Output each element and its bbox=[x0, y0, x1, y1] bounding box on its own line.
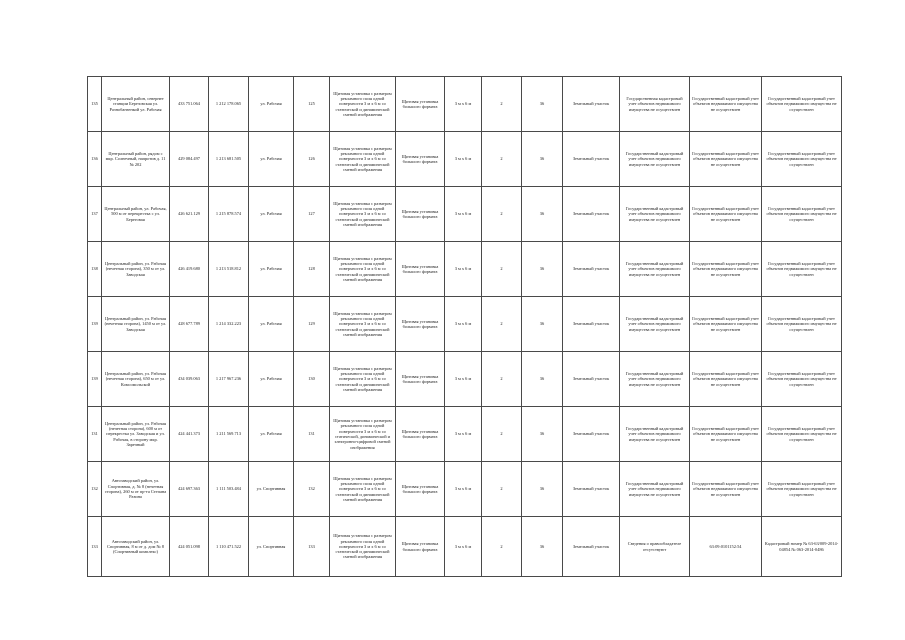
row-number: 137 bbox=[88, 187, 102, 242]
owner-cell: Государственный кадастровый учет объектов недвижимого имущества не осуществлен bbox=[620, 407, 690, 462]
area-cell: 36 bbox=[522, 242, 563, 297]
street-cell: ул. Рабочая bbox=[249, 242, 294, 297]
construction-kind-cell: Щитовая установка большого формата bbox=[396, 297, 445, 352]
land-category-cell: Земельный участок bbox=[563, 462, 620, 517]
street-cell: ул. Рабочая bbox=[249, 187, 294, 242]
row-number: 133 bbox=[88, 517, 102, 577]
encumbrance-cell: Кадастровый номер № 63-63/009-2014-04854 № 063-2014-0486 bbox=[762, 517, 842, 577]
register-body bbox=[88, 77, 842, 577]
field-size-cell: 3 м x 6 м bbox=[445, 462, 482, 517]
row-number: 135 bbox=[88, 77, 102, 132]
owner-cell: Государственный кадастровый учет объектов недвижимого имущества не осуществлен bbox=[620, 297, 690, 352]
coordinate-x-cell: 433 751.064 bbox=[170, 77, 209, 132]
sides-count-cell: 2 bbox=[482, 187, 522, 242]
construction-kind-cell: Щитовая установка большого формата bbox=[396, 407, 445, 462]
coordinate-y-cell: 1 215 878.574 bbox=[209, 187, 249, 242]
land-category-cell: Земельный участок bbox=[563, 407, 620, 462]
table-row bbox=[88, 297, 842, 352]
address-cell: Центральный район, рядом с мкр. Солнечный, напротив д. 11 № 202 bbox=[102, 132, 170, 187]
coordinate-y-cell: 1 211 569.713 bbox=[209, 407, 249, 462]
owner-cell: Сведения о правообладателе отсутствуют bbox=[620, 517, 690, 577]
area-cell: 36 bbox=[522, 352, 563, 407]
address-cell: Автозаводский район, ул. Спортивная, д. № 8 (нечетная сторона), 260 м от пр-та Степана Разина bbox=[102, 462, 170, 517]
placement-code-cell: 131 bbox=[294, 407, 330, 462]
sides-count-cell: 2 bbox=[482, 517, 522, 577]
area-cell: 36 bbox=[522, 407, 563, 462]
construction-type-cell: Щитовая установка с размером рекламного поля одной поверхности 3 м x 6 м со статической и динамической сменой изображения bbox=[330, 517, 396, 577]
construction-kind-cell: Щитовая установка большого формата bbox=[396, 352, 445, 407]
field-size-cell: 3 м x 6 м bbox=[445, 517, 482, 577]
right-cell: Государственный кадастровый учет объектов недвижимого имущества не осуществлен bbox=[690, 187, 762, 242]
address-cell: Центральный район, ул. Рабочая (нечетная сторона), 600 м от перекрестка ул. Заводская и ул. Рабочая, в сторону мкр. Заречный bbox=[102, 407, 170, 462]
construction-type-cell: Щитовая установка с размером рекламного поля одной поверхности 3 м x 6 м со статической и динамической сменой изображения bbox=[330, 352, 396, 407]
address-cell: Автозаводский район, ул. Спортивная, 8 м от д. дом № 8 (Спортивный комплекс) bbox=[102, 517, 170, 577]
owner-cell: Государственный кадастровый учет объектов недвижимого имущества не осуществлен bbox=[620, 352, 690, 407]
coordinate-y-cell: 1 212 178.065 bbox=[209, 77, 249, 132]
sides-count-cell: 2 bbox=[482, 297, 522, 352]
land-category-cell: Земельный участок bbox=[563, 352, 620, 407]
row-number: 132 bbox=[88, 462, 102, 517]
coordinate-x-cell: 428 677.789 bbox=[170, 297, 209, 352]
table-row bbox=[88, 187, 842, 242]
coordinate-x-cell: 429 084.497 bbox=[170, 132, 209, 187]
coordinate-x-cell: 426 621.129 bbox=[170, 187, 209, 242]
street-cell: ул. Рабочая bbox=[249, 407, 294, 462]
right-cell: Государственный кадастровый учет объектов недвижимого имущества не осуществлен bbox=[690, 242, 762, 297]
land-category-cell: Земельный участок bbox=[563, 517, 620, 577]
encumbrance-cell: Государственный кадастровый учет объектов недвижимого имущества не осуществлен bbox=[762, 187, 842, 242]
placement-code-cell: 128 bbox=[294, 242, 330, 297]
owner-cell: Государственный кадастровый учет объектов недвижимого имущества не осуществлен bbox=[620, 187, 690, 242]
address-cell: Центральный район, ул. Рабочая (нечетная сторона), 1450 м от ул. Заводская bbox=[102, 297, 170, 352]
sides-count-cell: 2 bbox=[482, 77, 522, 132]
construction-type-cell: Щитовая установка с размером рекламного поля одной поверхности 3 м x 6 м со статической и динамической сменой изображения bbox=[330, 242, 396, 297]
area-cell: 36 bbox=[522, 462, 563, 517]
owner-cell: Государственная кадастровый учет объектов недвижимого имущества не осуществлен bbox=[620, 77, 690, 132]
encumbrance-cell: Государственный кадастровый учет объектов недвижимого имущества не осуществлен bbox=[762, 352, 842, 407]
table-row bbox=[88, 462, 842, 517]
encumbrance-cell: Государственный кадастровый учет объектов недвижимого имущества не осуществлен bbox=[762, 132, 842, 187]
construction-type-cell: Щитовая установка с размером рекламного поля одной поверхности 3 м x 6 м со статической, динамической и электронно-цифровой сменой изображения bbox=[330, 407, 396, 462]
construction-type-cell: Щитовая установка с размером рекламного поля одной поверхности 3 м x 6 м со статической и динамической сменой изображения bbox=[330, 132, 396, 187]
right-cell: 63:09:0101152:54 bbox=[690, 517, 762, 577]
owner-cell: Государственный кадастровый учет объектов недвижимого имущества не осуществлен bbox=[620, 462, 690, 517]
construction-kind-cell: Щитовая установка большого формата bbox=[396, 517, 445, 577]
table-row bbox=[88, 77, 842, 132]
street-cell: ул. Рабочая bbox=[249, 352, 294, 407]
encumbrance-cell: Государственный кадастровый учет объектов недвижимого имущества не осуществлен bbox=[762, 462, 842, 517]
encumbrance-cell: Государственный кадастровый учет объектов недвижимого имущества не осуществлен bbox=[762, 77, 842, 132]
right-cell: Государственный кадастровый учет объектов недвижимого имущества не осуществлен bbox=[690, 462, 762, 517]
coordinate-x-cell: 424 441.373 bbox=[170, 407, 209, 462]
coordinate-x-cell: 424 051.098 bbox=[170, 517, 209, 577]
coordinate-x-cell: 424 697.363 bbox=[170, 462, 209, 517]
construction-kind-cell: Щитовая установка большого формата bbox=[396, 132, 445, 187]
coordinate-y-cell: 1 214 332.223 bbox=[209, 297, 249, 352]
right-cell: Государственный кадастровый учет объектов недвижимого имущества не осуществлен bbox=[690, 77, 762, 132]
table-row bbox=[88, 132, 842, 187]
field-size-cell: 3 м x 6 м bbox=[445, 297, 482, 352]
owner-cell: Государственный кадастровый учет объектов недвижимого имущества не осуществлен bbox=[620, 132, 690, 187]
encumbrance-cell: Государственный кадастровый учет объектов недвижимого имущества не осуществлен bbox=[762, 297, 842, 352]
coordinate-x-cell: 434 039.063 bbox=[170, 352, 209, 407]
construction-type-cell: Щитовая установка с размером рекламного поля одной поверхности 3 м x 6 м со статической и динамической сменой изображения bbox=[330, 462, 396, 517]
street-cell: ул. Рабочая bbox=[249, 132, 294, 187]
sides-count-cell: 2 bbox=[482, 352, 522, 407]
placement-code-cell: 125 bbox=[294, 77, 330, 132]
field-size-cell: 3 м x 6 м bbox=[445, 187, 482, 242]
encumbrance-cell: Государственный кадастровый учет объектов недвижимого имущества не осуществлен bbox=[762, 242, 842, 297]
placement-code-cell: 132 bbox=[294, 462, 330, 517]
area-cell: 36 bbox=[522, 132, 563, 187]
table-row bbox=[88, 242, 842, 297]
address-cell: Центральный район, ул. Рабочая (нечетная сторона), 350 м от ул. Заводская bbox=[102, 242, 170, 297]
construction-kind-cell: Щитовая установка большого формата bbox=[396, 462, 445, 517]
area-cell: 36 bbox=[522, 517, 563, 577]
sides-count-cell: 2 bbox=[482, 462, 522, 517]
row-number: 136 bbox=[88, 132, 102, 187]
land-category-cell: Земельный участок bbox=[563, 297, 620, 352]
placement-code-cell: 126 bbox=[294, 132, 330, 187]
construction-kind-cell: Щитовая установка большого формата bbox=[396, 187, 445, 242]
land-category-cell: Земельный участок bbox=[563, 242, 620, 297]
street-cell: ул. Спортивная bbox=[249, 462, 294, 517]
right-cell: Государственный кадастровый учет объектов недвижимого имущества не осуществлен bbox=[690, 132, 762, 187]
field-size-cell: 3 м x 6 м bbox=[445, 77, 482, 132]
construction-kind-cell: Щитовая установка большого формата bbox=[396, 242, 445, 297]
field-size-cell: 3 м x 6 м bbox=[445, 352, 482, 407]
construction-type-cell: Щитовая установка с размером рекламного поля одной поверхности 3 м x 6 м со статической и динамической сменой изображения bbox=[330, 297, 396, 352]
construction-type-cell: Щитовая установка с размером рекламного поля одной поверхности 3 м x 6 м со статической и динамической сменой изображения bbox=[330, 187, 396, 242]
coordinate-y-cell: 1 111 503.484 bbox=[209, 462, 249, 517]
table-row bbox=[88, 407, 842, 462]
right-cell: Государственный кадастровый учет объектов недвижимого имущества не осуществлен bbox=[690, 352, 762, 407]
register-table bbox=[87, 76, 842, 577]
area-cell: 36 bbox=[522, 297, 563, 352]
encumbrance-cell: Государственный кадастровый учет объектов недвижимого имущества не осуществлен bbox=[762, 407, 842, 462]
field-size-cell: 3 м x 6 м bbox=[445, 132, 482, 187]
coordinate-y-cell: 1 213 681.505 bbox=[209, 132, 249, 187]
row-number: 139 bbox=[88, 297, 102, 352]
coordinate-y-cell: 1 110 471.522 bbox=[209, 517, 249, 577]
field-size-cell: 3 м x 6 м bbox=[445, 242, 482, 297]
right-cell: Государственный кадастровый учет объектов недвижимого имущества не осуществлен bbox=[690, 407, 762, 462]
construction-kind-cell: Щитовая установка большого формата bbox=[396, 77, 445, 132]
row-number: 131 bbox=[88, 407, 102, 462]
owner-cell: Государственный кадастровый учет объектов недвижимого имущества не осуществлен bbox=[620, 242, 690, 297]
land-category-cell: Земельный участок bbox=[563, 77, 620, 132]
placement-code-cell: 133 bbox=[294, 517, 330, 577]
placement-code-cell: 129 bbox=[294, 297, 330, 352]
row-number: 139 bbox=[88, 352, 102, 407]
street-cell: ул. Рабочая bbox=[249, 77, 294, 132]
table-row bbox=[88, 517, 842, 577]
construction-type-cell: Щитовая установка с размером рекламного поля одной поверхности 3 м x 6 м со статической и динамической сменой изображения bbox=[330, 77, 396, 132]
area-cell: 36 bbox=[522, 77, 563, 132]
address-cell: Центральный район, ул. Рабочая, 500 м от перекрестка с ул. Береговая bbox=[102, 187, 170, 242]
address-cell: Центральный район, ул. Рабочая (нечетная сторона), 650 м от ул. Комсомольской bbox=[102, 352, 170, 407]
area-cell: 36 bbox=[522, 187, 563, 242]
field-size-cell: 3 м x 6 м bbox=[445, 407, 482, 462]
table-row bbox=[88, 352, 842, 407]
sides-count-cell: 2 bbox=[482, 407, 522, 462]
land-category-cell: Земельный участок bbox=[563, 187, 620, 242]
coordinate-y-cell: 1 217 967.236 bbox=[209, 352, 249, 407]
coordinate-x-cell: 426 419.680 bbox=[170, 242, 209, 297]
right-cell: Государственный кадастровый учет объектов недвижимого имущества не осуществлен bbox=[690, 297, 762, 352]
row-number: 138 bbox=[88, 242, 102, 297]
land-category-cell: Земельный участок bbox=[563, 132, 620, 187]
street-cell: ул. Спортивная bbox=[249, 517, 294, 577]
placement-code-cell: 130 bbox=[294, 352, 330, 407]
sides-count-cell: 2 bbox=[482, 132, 522, 187]
placement-code-cell: 127 bbox=[294, 187, 330, 242]
address-cell: Центральный район, севернее станции Березовская ул. Разнобанзенкой ул. Рабочая bbox=[102, 77, 170, 132]
coordinate-y-cell: 1 213 518.812 bbox=[209, 242, 249, 297]
sides-count-cell: 2 bbox=[482, 242, 522, 297]
street-cell: ул. Рабочая bbox=[249, 297, 294, 352]
